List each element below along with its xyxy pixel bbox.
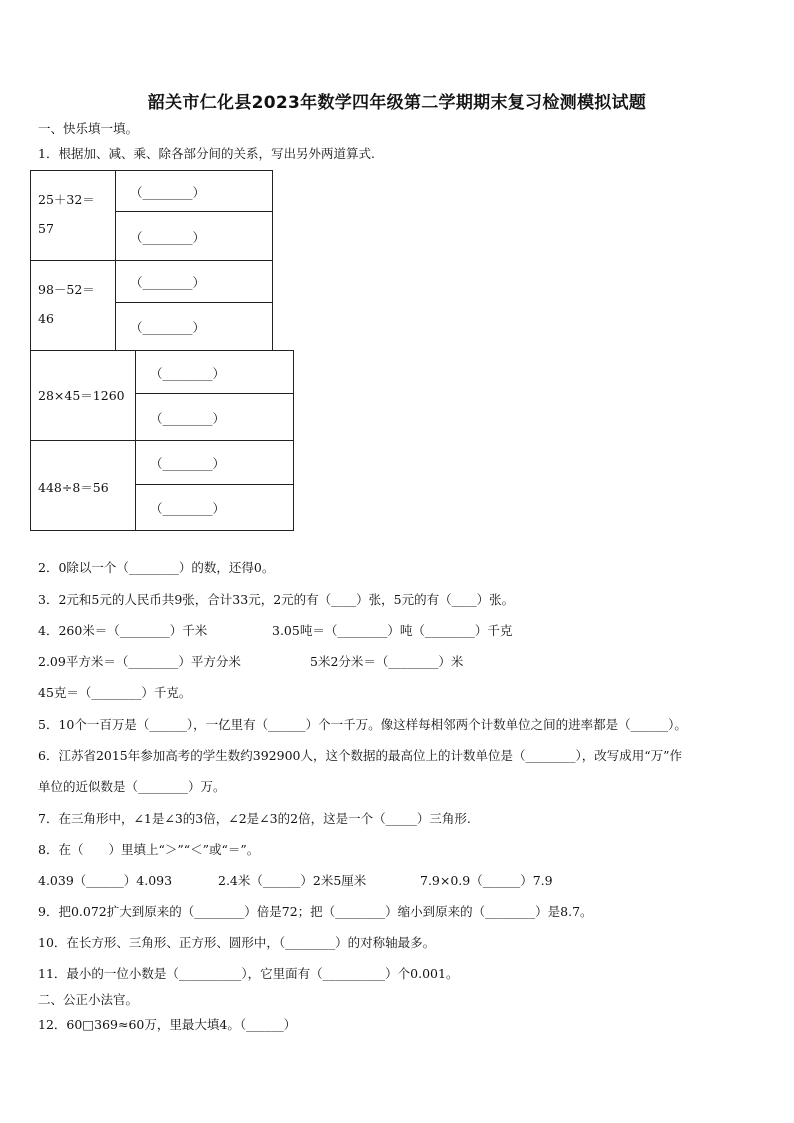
question-12: 12．60□369≈60万，里最大填4。（______） — [38, 1017, 297, 1032]
question-6-line2: 单位的近似数是（________）万。 — [38, 779, 226, 794]
q1-row1-blank-a[interactable]: （________） — [130, 185, 206, 200]
question-8c: 7.9×0.9（______）7.9 — [420, 873, 553, 888]
question-2: 2．0除以一个（________）的数，还得0。 — [38, 560, 275, 575]
q1-row4-blank-b[interactable]: （________） — [150, 501, 226, 516]
section-heading-2: 二、公正小法官。 — [38, 992, 139, 1007]
question-9: 9．把0.072扩大到原来的（________）倍是72；把（________）缩小到原来的（________）是8.7。 — [38, 904, 593, 919]
q1-row3-blank-b[interactable]: （________） — [150, 411, 226, 426]
section-heading-1: 一、快乐填一填。 — [38, 121, 139, 136]
q1-row3-blank-a[interactable]: （________） — [150, 366, 226, 381]
question-3: 3．2元和5元的人民币共9张，合计33元，2元的有（____）张，5元的有（____）张。 — [38, 592, 515, 607]
question-4a: 4．260米＝（________）千米 — [38, 623, 208, 638]
question-10: 10．在长方形、三角形、正方形、圆形中，（________）的对称轴最多。 — [38, 935, 436, 950]
page-title: 韶关市仁化县2023年数学四年级第二学期期末复习检测模拟试题 — [147, 93, 647, 113]
q1-row3-equation: 28×45＝1260 — [38, 388, 125, 403]
question-4d: 5米2分米＝（________）米 — [310, 654, 464, 669]
q1-row2-equation-result: 46 — [38, 311, 54, 326]
question-8-text: 8．在（ ）里填上“＞”“＜”或“＝”。 — [38, 842, 260, 857]
q1-row2-blank-b[interactable]: （________） — [130, 320, 206, 335]
question-4e: 45克＝（________）千克。 — [38, 685, 192, 700]
question-7: 7．在三角形中，∠1是∠3的3倍，∠2是∠3的2倍，这是一个（_____）三角形. — [38, 811, 471, 826]
question-4c: 2.09平方米＝（________）平方分米 — [38, 654, 241, 669]
question-1-text: 1．根据加、减、乘、除各部分间的关系，写出另外两道算式. — [38, 146, 375, 161]
q1-row2-blank-a[interactable]: （________） — [130, 275, 206, 290]
q1-row1-blank-b[interactable]: （________） — [130, 230, 206, 245]
question-11: 11．最小的一位小数是（__________），它里面有（__________）个0.001。 — [38, 966, 459, 981]
question-5: 5．10个一百万是（______），一亿里有（______）个一千万。像这样每相邻两个计数单位之间的进率都是（______）。 — [38, 717, 687, 732]
q1-row4-equation: 448÷8＝56 — [38, 480, 109, 495]
q1-row1-equation-result: 57 — [38, 221, 54, 236]
question-4b: 3.05吨＝（________）吨（________）千克 — [272, 623, 513, 638]
q1-row2-equation: 98－52＝ — [38, 282, 95, 297]
q1-row1-equation: 25＋32＝ — [38, 192, 95, 207]
question-8a: 4.039（______）4.093 — [38, 873, 173, 888]
question-8b: 2.4米（______）2米5厘米 — [218, 873, 367, 888]
question-6-line1: 6．江苏省2015年参加高考的学生数约392900人，这个数据的最高位上的计数单位是（________），改写成用“万”作 — [38, 748, 683, 763]
q1-row4-blank-a[interactable]: （________） — [150, 456, 226, 471]
